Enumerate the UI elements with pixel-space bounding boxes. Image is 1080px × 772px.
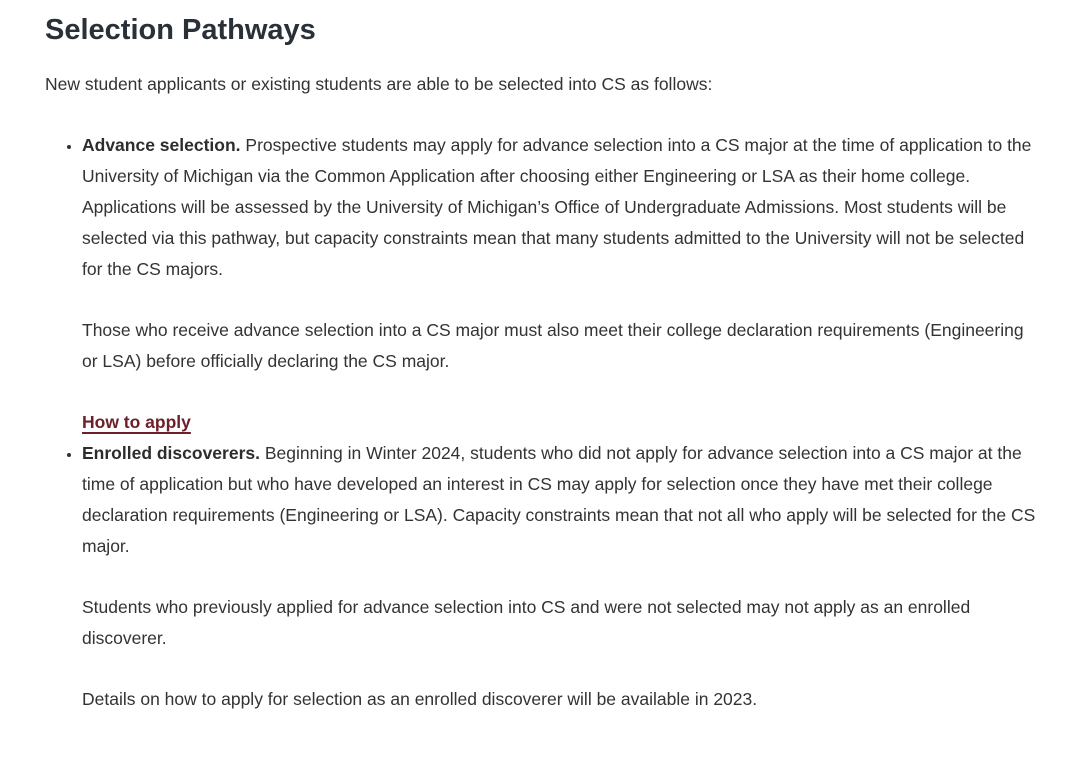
list-item-advance-selection (82, 130, 1040, 438)
bullet-paragraph (82, 438, 1040, 562)
bullet-paragraph: Students who previously applied for advance selection into CS and were not selected may not apply as an enrolled discoverer. (82, 597, 971, 648)
bullet-paragraph: Details on how to apply for selection as an enrolled discoverer will be available in 2023. (82, 689, 758, 709)
bullet-text: Prospective students may apply for advance selection into a CS major at the time of application to the University of Michigan via the Common Application after choosing either Engineering or LSA as their home college. Applications will be assessed by the University of Michigan’s Office of Undergraduate Admissions. Most students will be selected via this pathway, but capacity constraints mean that many students admitted to the University will not be selected for the CS majors. (82, 135, 1032, 279)
bullet-lead-enrolled-discoverers: Enrolled discoverers. (82, 443, 260, 463)
bullet-paragraph: Those who receive advance selection into a CS major must also meet their college declaration requirements (Engineering or LSA) before officially declaring the CS major. (82, 320, 1024, 371)
list-item-enrolled-discoverers (82, 438, 1040, 715)
bullet-text: Beginning in Winter 2024, students who did not apply for advance selection into a CS major at the time of application but who have developed an interest in CS may apply for selection once they have met their college declaration requirements (Engineering or LSA). Capacity constraints mean that not all who apply will be selected for the CS major. (82, 443, 1036, 556)
how-to-apply-link[interactable]: How to apply (82, 412, 191, 432)
bullet-paragraph (82, 130, 1040, 285)
page-title: Selection Pathways (45, 14, 316, 46)
intro-text: New student applicants or existing students are able to be selected into CS as follows: (45, 74, 713, 94)
link-paragraph (82, 407, 1040, 438)
pathways-list (45, 130, 1040, 715)
bullet-lead-advance-selection: Advance selection. (82, 135, 241, 155)
